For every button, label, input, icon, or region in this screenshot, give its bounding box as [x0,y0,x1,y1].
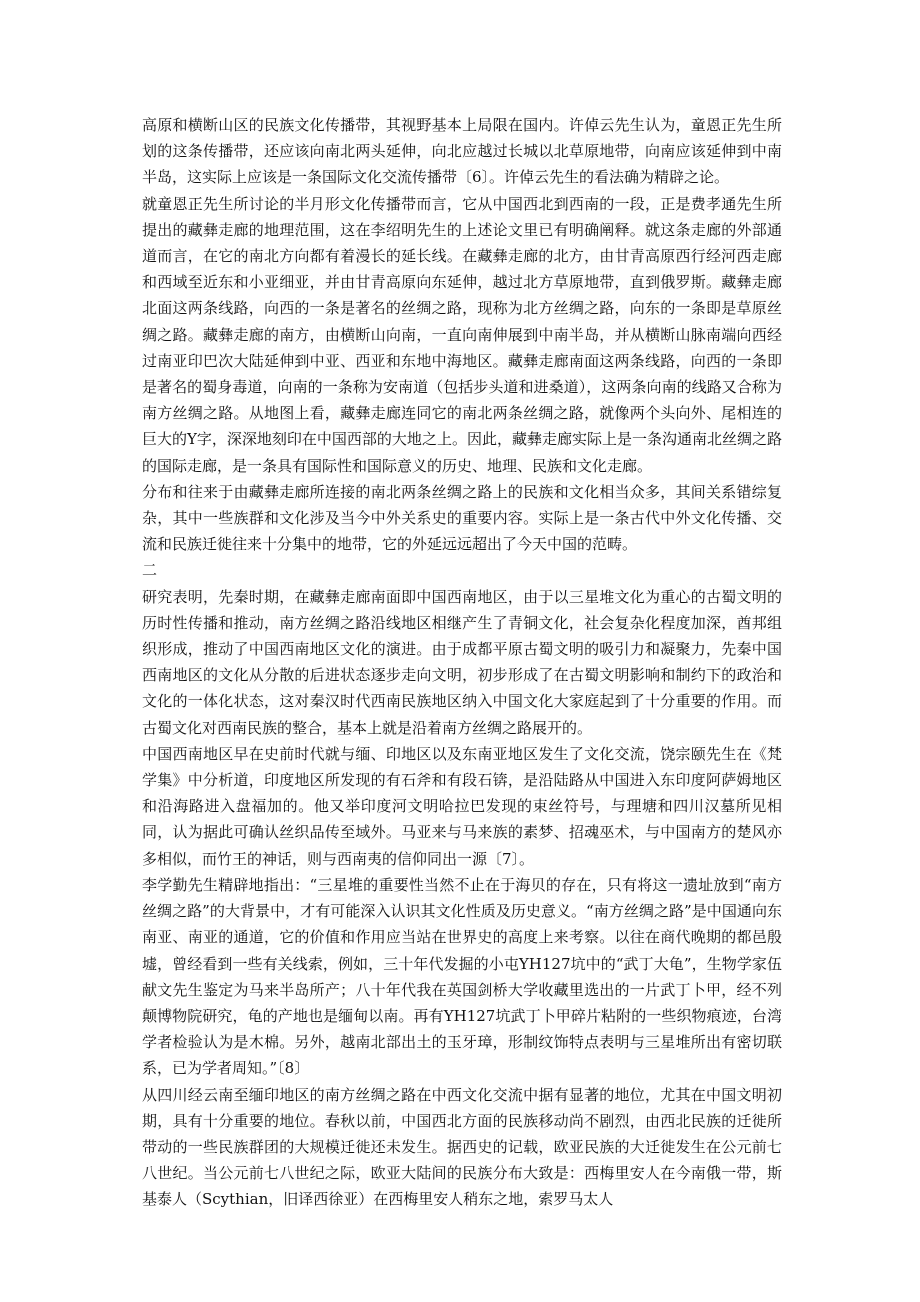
paragraph-1: 高原和横断山区的民族文化传播带，其视野基本上局限在国内。许倬云先生认为，童恩正先生所划的这条传播带，还应该向南北两头延伸，向北应越过长城以北草原地带，向南应该延伸到中南半岛，这实际上应该是一条国际文化交流传播带〔6〕。许倬云先生的看法确为精辟之论。 [142,116,782,187]
paragraph-5: 中国西南地区早在史前时代就与缅、印地区以及东南亚地区发生了文化交流，饶宗颐先生在《梵学集》中分析道，印度地区所发现的有石斧和有段石锛，是沿陆路从中国进入东印度阿萨姆地区和沿海路进入盘福加的。他又举印度河文明哈拉巴发现的束丝符号，与理塘和四川汉墓所见相同，认为据此可确认丝织品传至域外。马亚来与马来族的素梦、招魂巫术，与中国南方的楚风亦多相似，而竹王的神话，则与西南夷的信仰同出一源〔7〕。 [142,744,782,868]
paragraph-3: 分布和往来于由藏彝走廊所连接的南北两条丝绸之路上的民族和文化相当众多，其间关系错综复杂，其中一些族群和文化涉及当今中外关系史的重要内容。实际上是一条古代中外文化传播、交流和民族迁徙往来十分集中的地带，它的外延远远超出了今天中国的范畴。 [142,482,782,554]
paragraph-4: 研究表明，先秦时期，在藏彝走廊南面即中国西南地区，由于以三星堆文化为重心的古蜀文明的历时性传播和推动，南方丝绸之路沿线地区相继产生了青铜文化，社会复杂化程度加深，酋邦组织形成，推动了中国西南地区文化的演进。由于成都平原古蜀文明的吸引力和凝聚力，先秦中国西南地区的文化从分散的后进状态逐步走向文明，初步形成了在古蜀文明影响和制约下的政治和文化的一体化状态，这对秦汉时代西南民族地区纳入中国文化大家庭起到了十分重要的作用。而古蜀文化对西南民族的整合，基本上就是沿着南方丝绸之路展开的。 [142,587,782,737]
paragraph-2: 就童恩正先生所讨论的半月形文化传播带而言，它从中国西北到西南的一段，正是费孝通先生所提出的藏彝走廊的地理范围，这在李绍明先生的上述论文里已有明确阐释。就这条走廊的外部通道而言，在它的南北方向都有着漫长的延长线。在藏彝走廊的北方，由甘青高原西行经河西走廊和西域至近东和小亚细亚，并由甘青高原向东延伸，越过北方草原地带，直到俄罗斯。藏彝走廊北面这两条线路，向西的一条是著名的丝绸之路，现称为北方丝绸之路，向东的一条即是草原丝绸之路。藏彝走廊的南方，由横断山向南，一直向南伸展到中南半岛，并从横断山脉南端向西经过南亚印巴次大陆延伸到中亚、西亚和东地中海地区。藏彝走廊南面这两条线路，向西的一条即是著名的蜀身毒道，向南的一条称为安南道（包括步头道和进桑道），这两条向南的线路又合称为南方丝绸之路。从地图上看，藏彝走廊连同它的南北两条丝绸之路，就像两个头向外、尾相连的巨大的Y字，深深地刻印在中国西部的大地之上。因此，藏彝走廊实际上是一条沟通南北丝绸之路的国际走廊，是一条具有国际性和国际意义的历史、地理、民族和文化走廊。 [142,194,782,475]
section-heading-2: 二 [142,561,158,580]
paragraph-6: 李学勤先生精辟地指出：“三星堆的重要性当然不止在于海贝的存在，只有将这一遗址放到“南方丝绸之路”的大背景中，才有可能深入认识其文化性质及历史意义。“南方丝绸之路”是中国通向东南亚、南亚的通道，它的价值和作用应当站在世界史的高度上来考察。以往在商代晚期的都邑殷墟，曾经看到一些有关线索，例如，三十年代发掘的小屯YH127坑中的“武丁大龟”，生物学家伍献文先生鉴定为马来半岛所产；八十年代我在英国剑桥大学收藏里选出的一片武丁卜甲，经不列颠博物院研究，龟的产地也是缅甸以南。再有YH127坑武丁卜甲碎片粘附的一些织物痕迹，台湾学者检验认为是木棉。另外，越南北部出土的玉牙璋，形制纹饰特点表明与三星堆所出有密切联系，已为学者周知。”〔8〕 [142,875,782,1078]
document-page [142,112,782,1213]
paragraph-7: 从四川经云南至缅印地区的南方丝绸之路在中西文化交流中据有显著的地位，尤其在中国文明初期，具有十分重要的地位。春秋以前，中国西北方面的民族移动尚不剧烈，由西北民族的迁徙所带动的一些民族群团的大规模迁徙还未发生。据西史的记载，欧亚民族的大迁徙发生在公元前七八世纪。当公元前七八世纪之际，欧亚大陆间的民族分布大致是：西梅里安人在今南俄一带，斯基泰人（Scythian，旧译西徐亚）在西梅里安人稍东之地，索罗马太人 [142,1085,782,1209]
